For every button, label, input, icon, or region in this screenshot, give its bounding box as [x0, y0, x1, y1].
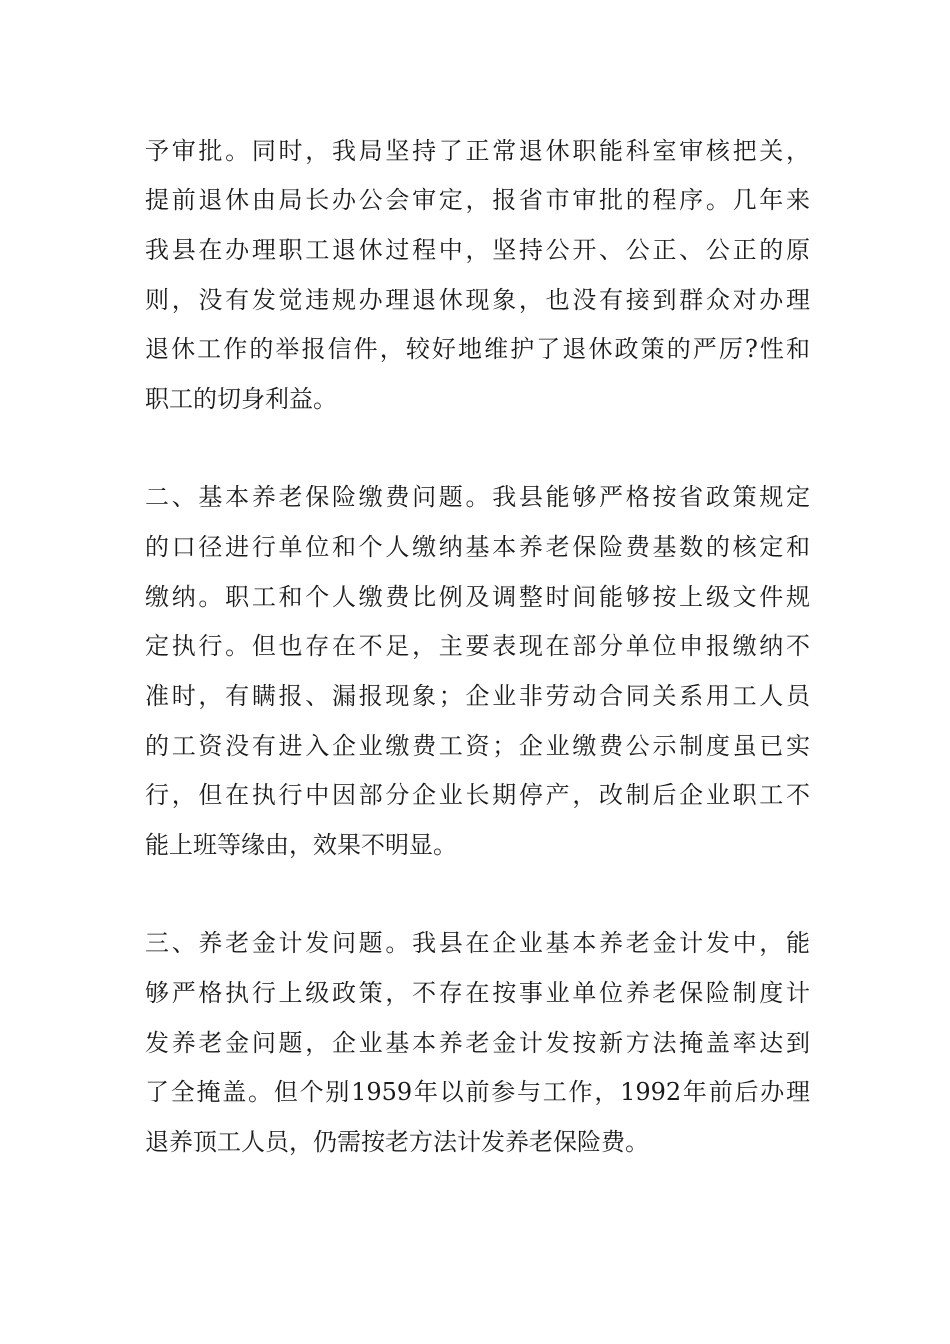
paragraph-1-line-3: 我县在办理职工退休过程中，坚持公开、公正、公正的原: [145, 236, 810, 264]
paragraph-2-line-3: 缴纳。职工和个人缴费比例及调整时间能够按上级文件规: [145, 583, 810, 611]
paragraph-2-line-2: 的口径进行单位和个人缴纳基本养老保险费基数的核定和: [145, 533, 810, 561]
paragraph-3-line-1: 三、养老金计发问题。我县在企业基本养老金计发中，能: [145, 929, 810, 957]
paragraph-1-line-5: 退休工作的举报信件，较好地维护了退休政策的严厉?性和: [145, 335, 810, 363]
paragraph-2-line-1: 二、基本养老保险缴费问题。我县能够严格按省政策规定: [145, 483, 810, 511]
paragraph-2-line-4: 定执行。但也存在不足，主要表现在部分单位申报缴纳不: [145, 632, 810, 660]
paragraph-1-line-2: 提前退休由局长办公会审定，报省市审批的程序。几年来: [145, 186, 810, 214]
paragraph-3-line-3: 发养老金问题，企业基本养老金计发按新方法掩盖率达到: [145, 1029, 810, 1057]
paragraph-2-line-6: 的工资没有进入企业缴费工资；企业缴费公示制度虽已实: [145, 732, 810, 760]
paragraph-3-line-2: 够严格执行上级政策，不存在按事业单位养老保险制度计: [145, 979, 810, 1007]
paragraph-2-line-8: 能上班等缘由，效果不明显。: [145, 831, 457, 859]
paragraph-3-line-5: 退养顶工人员，仍需按老方法计发养老保险费。: [145, 1128, 649, 1156]
paragraph-2-line-5: 准时，有瞒报、漏报现象；企业非劳动合同关系用工人员: [145, 682, 810, 710]
paragraph-1-line-4: 则，没有发觉违规办理退休现象，也没有接到群众对办理: [145, 286, 810, 314]
paragraph-1-line-6: 职工的切身利益。: [145, 385, 337, 413]
paragraph-2-line-7: 行，但在执行中因部分企业长期停产，改制后企业职工不: [145, 781, 810, 809]
paragraph-3-line-4: 了全掩盖。但个别1959年以前参与工作，1992年前后办理: [145, 1078, 810, 1106]
paragraph-1-line-1: 予审批。同时，我局坚持了正常退休职能科室审核把关，: [145, 137, 810, 165]
